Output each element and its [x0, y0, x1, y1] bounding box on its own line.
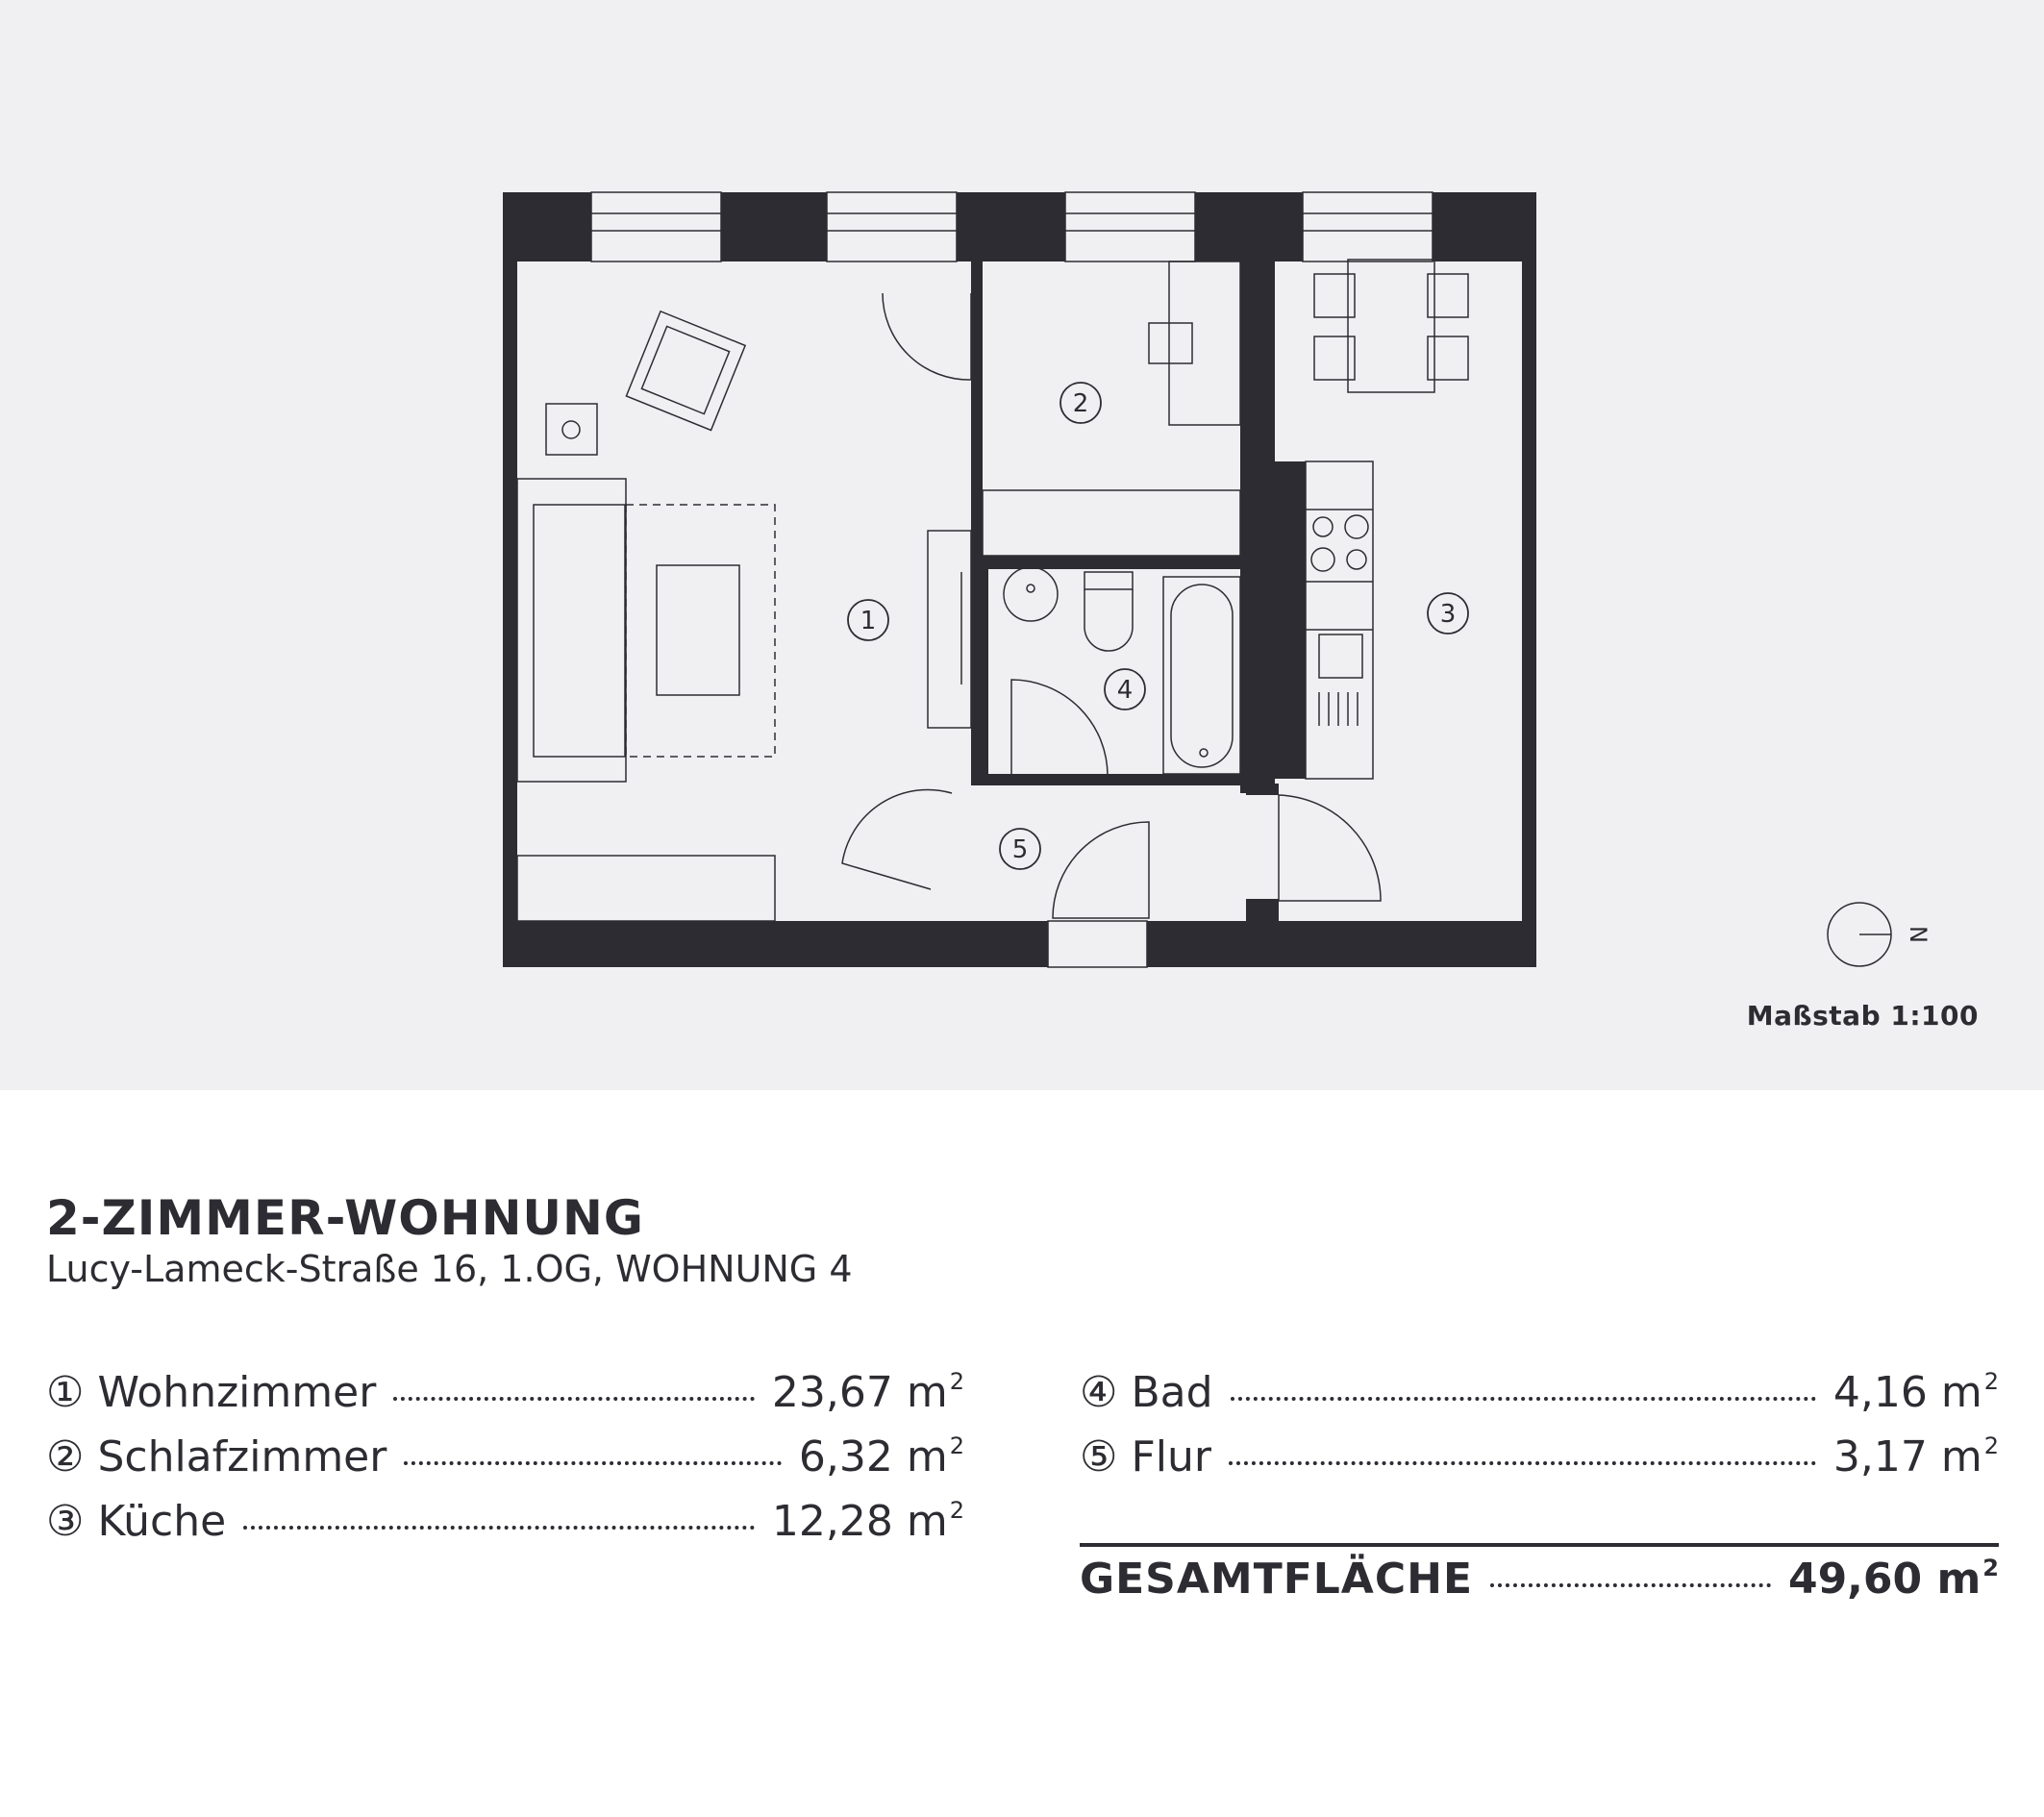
- room-area: 4,16 m: [1832, 1368, 1982, 1417]
- dot-leader: [243, 1526, 755, 1530]
- room-symbol: ③: [46, 1497, 85, 1546]
- room-symbol: ②: [46, 1432, 85, 1481]
- room-number-3: 3: [1439, 600, 1457, 629]
- room-symbol: ①: [46, 1368, 85, 1417]
- room-area: 12,28 m: [771, 1497, 948, 1546]
- apartment-title: 2-ZIMMER-WOHNUNG: [46, 1190, 644, 1246]
- dot-leader: [1490, 1583, 1771, 1587]
- room-row-flur: [1080, 1432, 1999, 1484]
- total-row: [1080, 1555, 1999, 1606]
- furniture: [517, 260, 1891, 966]
- room-number-5: 5: [1011, 835, 1029, 864]
- room-name: Flur: [1131, 1432, 1211, 1481]
- room-symbol: ④: [1080, 1368, 1118, 1417]
- unit-superscript: 2: [1983, 1368, 1999, 1395]
- room-area: 23,67 m: [771, 1368, 948, 1417]
- total-divider: [1080, 1543, 1999, 1547]
- unit-superscript: 2: [949, 1432, 964, 1459]
- room-name: Bad: [1131, 1368, 1213, 1417]
- unit-superscript: 2: [1982, 1555, 1999, 1581]
- scale-label: Maßstab 1:100: [1746, 1000, 1979, 1032]
- room-name: Schlafzimmer: [97, 1432, 387, 1481]
- total-label: GESAMTFLÄCHE: [1080, 1555, 1474, 1604]
- dot-leader: [1229, 1461, 1816, 1465]
- dot-leader: [393, 1397, 755, 1401]
- room-name: Küche: [97, 1497, 227, 1546]
- dot-leader: [404, 1461, 782, 1465]
- room-row-kueche: [46, 1497, 964, 1549]
- north-label: N: [1905, 926, 1932, 943]
- room-symbol: ⑤: [1080, 1432, 1118, 1481]
- total-area: 49,60 m: [1787, 1555, 1982, 1604]
- apartment-address: Lucy-Lameck-Straße 16, 1.OG, WOHNUNG 4: [46, 1248, 853, 1290]
- room-number-2: 2: [1072, 389, 1089, 418]
- unit-superscript: 2: [949, 1368, 964, 1395]
- room-name: Wohnzimmer: [97, 1368, 377, 1417]
- room-row-bad: [1080, 1368, 1999, 1420]
- room-row-wohnzimmer: [46, 1368, 964, 1420]
- room-markers: [848, 383, 1468, 869]
- room-area: 3,17 m: [1832, 1432, 1982, 1481]
- room-number-4: 4: [1116, 676, 1134, 705]
- unit-superscript: 2: [949, 1497, 964, 1524]
- dot-leader: [1231, 1397, 1816, 1401]
- unit-superscript: 2: [1983, 1432, 1999, 1459]
- room-number-1: 1: [860, 607, 877, 635]
- room-area: 6,32 m: [798, 1432, 948, 1481]
- room-row-schlafzimmer: [46, 1432, 964, 1484]
